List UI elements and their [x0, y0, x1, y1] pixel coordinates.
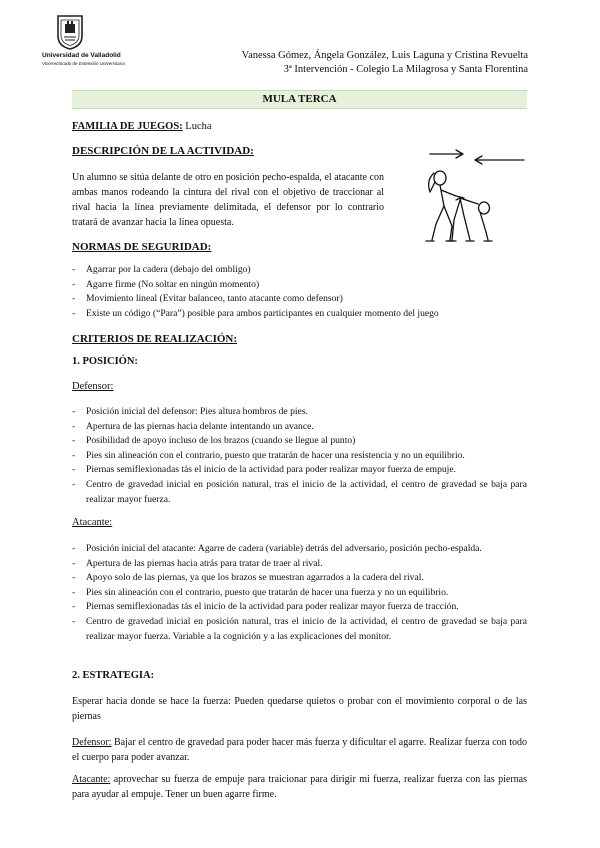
list-item: - Pies sin alineación con el contrario, puesto que tratarán de hacer una fuerza y no un equilibrio. [72, 586, 527, 601]
defender-subheading: Defensor: [72, 381, 114, 392]
list-item: - Pies sin alineación con el contrario, puesto que tratarán de hacer una resistencia y no un equilibrio. [72, 449, 527, 464]
strategy-attacker-text: aprovechar su fuerza de empuje para traicionar para dirigir mi fuerza, realizar fuerza con las piernas para ayudar al empuje. Tener un buen agarre firme. [72, 774, 527, 800]
safety-list [72, 263, 527, 321]
strategy-defender-text: Bajar el centro de gravedad para poder hacer más fuerza y dificultar el agarre. Realizar fuerza con todo el cuerpo para poder avanzar. [72, 737, 527, 763]
defender-position-list [72, 405, 527, 507]
header-authors: Vanessa Gómez, Ángela González, Luis Laguna y Cristina Revuelta [241, 50, 528, 61]
list-item: - Movimiento lineal (Evitar balanceo, tanto atacante como defensor) [72, 292, 527, 307]
list-item: - Apertura de las piernas hacia delante intentando un avance. [72, 420, 527, 435]
list-item: - Centro de gravedad inicial en posición natural, tras el inicio de la actividad, el centro de gravedad se baja para realizar mayor fuerza. [72, 478, 527, 507]
attacker-subheading: Atacante: [72, 517, 113, 528]
header-school: 3ª Intervención - Colegio La Milagrosa y Santa Florentina [283, 64, 528, 75]
list-item: - Existe un código (“Para”) posible para ambos participantes en cualquier momento del juego [72, 307, 527, 322]
strategy-attacker [72, 772, 527, 802]
list-item: - Apertura de las piernas hacia atrás para tratar de traer al rival. [72, 557, 527, 572]
list-item: - Piernas semiflexionadas tás el inicio de la actividad para poder realizar mayor fuerza de tracción. [72, 600, 527, 615]
page-title: MULA TERCA [72, 90, 527, 109]
list-item: - Posición inicial del defensor: Pies altura hombros de pies. [72, 405, 527, 420]
list-item: - Centro de gravedad inicial en posición natural, tras el inicio de la actividad, el centro de gravedad se baja para realizar mayor fuerza. Variable a la cognición y a las explicaciones del monitor. [72, 615, 527, 644]
list-item: - Agarre firme (No soltar en ningún momento) [72, 278, 527, 293]
strategy-intro: Esperar hacia donde se hace la fuerza: Pueden quedarse quietos o probar con el movimiento corporal o de las piernas [72, 696, 527, 722]
family-line [72, 121, 212, 132]
university-seal-icon [56, 14, 84, 50]
mule-game-illustration [400, 140, 528, 250]
university-logo [42, 14, 152, 72]
attacker-position-list [72, 542, 527, 644]
strategy-heading: 2. ESTRATEGIA: [72, 670, 155, 681]
safety-heading: NORMAS DE SEGURIDAD: [72, 241, 212, 253]
description-text: Un alumno se sitúa delante de otro en posición pecho-espalda, el atacante con ambas manos rodeando la cintura del rival con el objetivo de traccionar al rival hacia la línea previamente delimitada, el defensor por lo contrario tratará de avanzar hacia la línea opuesta. [72, 172, 384, 228]
logo-subtitle: Vicerrectorado de Extensión Universitaria [42, 61, 125, 66]
list-item: - Posición inicial del atacante: Agarre de cadera (variable) detrás del adversario, posición pecho-espalda. [72, 542, 527, 557]
strategy-defender-label: Defensor: [72, 737, 112, 748]
description-heading: DESCRIPCIÓN DE LA ACTIVIDAD: [72, 145, 254, 157]
list-item: - Piernas semiflexionadas tás el inicio de la actividad para poder realizar mayor fuerza de empuje. [72, 463, 527, 478]
logo-university-name: Universidad de Valladolid [42, 52, 121, 59]
list-item: - Posibilidad de apoyo incluso de los brazos (cuando se llegue al punto) [72, 434, 527, 449]
position-heading: 1. POSICIÓN: [72, 356, 138, 367]
strategy-attacker-label: Atacante: [72, 774, 111, 785]
family-label: FAMILIA DE JUEGOS: [72, 121, 183, 132]
criteria-heading: CRITERIOS DE REALIZACIÓN: [72, 333, 238, 345]
list-item: - Apoyo solo de las piernas, ya que los brazos se muestran agarrados a la cadera del rival. [72, 571, 527, 586]
list-item: - Agarrar por la cadera (debajo del ombligo) [72, 263, 527, 278]
family-value: Lucha [185, 121, 212, 132]
strategy-defender [72, 735, 527, 765]
